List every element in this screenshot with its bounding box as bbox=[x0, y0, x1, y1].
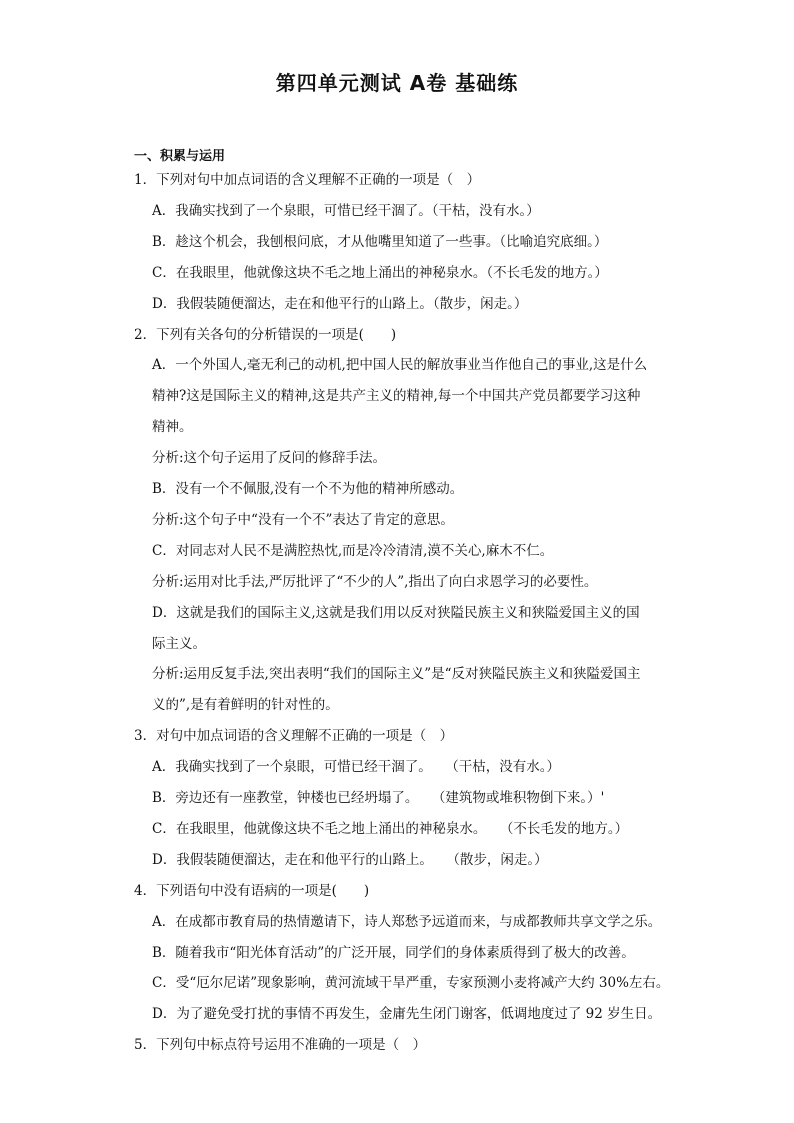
question-line: D．为了避免受打扰的事情不再发生，金庸先生闭门谢客，低调地度过了 92 岁生日。 bbox=[152, 1006, 662, 1023]
question-line: B．没有一个不佩服,没有一个不为他的精神所感动。 bbox=[152, 481, 464, 497]
question-line: 分析:运用反复手法,突出表明“我们的国际主义”是“反对狭隘民族主义和狭隘爱国主 bbox=[152, 666, 641, 683]
question-line: 分析:这个句子运用了反问的修辞手法。 bbox=[152, 450, 387, 467]
question-line: A．一个外国人,毫无利己的动机,把中国人民的解放事业当作他自己的事业,这是什么 bbox=[152, 357, 648, 374]
question-line: 分析:这个句子中“没有一个不”表达了肯定的意思。 bbox=[152, 511, 454, 528]
section-heading: 一、积累与运用 bbox=[134, 149, 226, 164]
question-line: 际主义。 bbox=[152, 635, 206, 652]
page-title: 第四单元测试 A卷 基础练 bbox=[275, 71, 519, 95]
question-stem: 5．下列句中标点符号运用不准确的一项是（ ） bbox=[134, 1037, 427, 1054]
question-line: A．我确实找到了一个泉眼，可惜已经干涸了。（干枯，没有水。） bbox=[152, 202, 540, 219]
question-line: B．趁这个机会，我刨根问底，才从他嘴里知道了一些事。（比喻追究底细。） bbox=[152, 233, 608, 250]
question-line: B．旁边还有一座教堂，钟楼也已经坍塌了。 （建筑物或堆积物倒下来。）' bbox=[152, 790, 605, 806]
question-stem: 3．对句中加点词语的含义理解不正确的一项是（ ） bbox=[134, 728, 454, 745]
question-line: C．受“厄尔尼诺”现象影响，黄河流域干旱严重，专家预测小麦将减产大约 30%左右。 bbox=[152, 975, 670, 992]
question-line: B．随着我市“阳光体育活动”的广泛开展，同学们的身体素质得到了极大的改善。 bbox=[152, 944, 635, 961]
question-line: C．在我眼里，他就像这块不毛之地上涌出的神秘泉水。（不长毛发的地方。） bbox=[152, 264, 608, 281]
question-line: 精神?这是国际主义的精神,这是共产主义的精神,每一个中国共产党员都要学习这种 bbox=[152, 388, 641, 405]
question-line: A．在成都市教育局的热情邀请下，诗人郑愁予远道而来，与成都教师共享文学之乐。 bbox=[152, 913, 662, 930]
question-line: D．我假装随便溜达，走在和他平行的山路上。（散步，闲走。） bbox=[152, 295, 528, 312]
question-stem: 2．下列有关各句的分析错误的一项是( ) bbox=[134, 326, 397, 343]
question-line: A．我确实找到了一个泉眼，可惜已经干涸了。 （干枯，没有水。） bbox=[152, 759, 560, 776]
question-line: 分析:运用对比手法,严厉批评了“不少的人”,指出了向白求恩学习的必要性。 bbox=[152, 573, 598, 590]
question-line: C．在我眼里，他就像这块不毛之地上涌出的神秘泉水。 （不长毛发的地方。） bbox=[152, 820, 629, 837]
question-stem: 1．下列对句中加点词语的含义理解不正确的一项是（ ） bbox=[134, 172, 481, 188]
question-line: 义的”,是有着鲜明的针对性的。 bbox=[152, 697, 339, 714]
question-line: 精神。 bbox=[152, 419, 193, 436]
question-stem: 4．下列语句中没有语病的一项是( ) bbox=[134, 882, 370, 899]
question-line: C．对同志对人民不是满腔热忱,而是冷冷清清,漠不关心,麻木不仁。 bbox=[152, 542, 554, 559]
question-line: D．我假装随便溜达，走在和他平行的山路上。 （散步，闲走。） bbox=[152, 851, 548, 868]
question-line: D．这就是我们的国际主义,这就是我们用以反对狭隘民族主义和狭隘爱国主义的国 bbox=[152, 604, 640, 621]
